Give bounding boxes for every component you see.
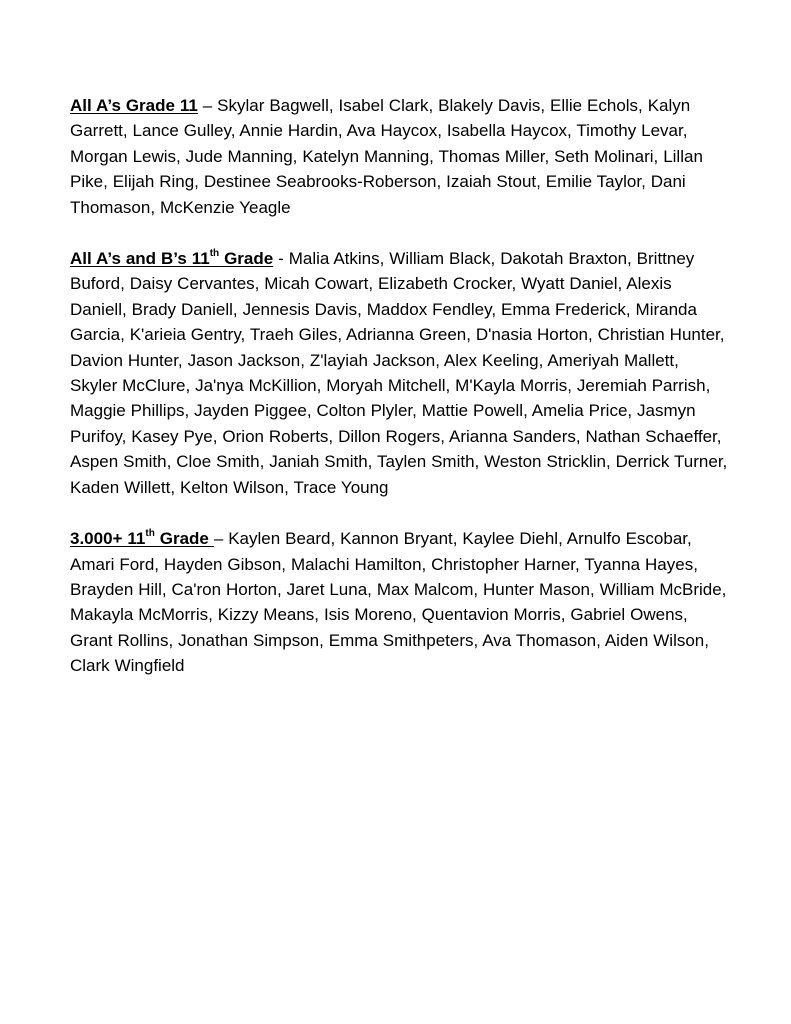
- heading-text-end: Grade: [219, 249, 274, 269]
- student-names: Malia Atkins, William Black, Dakotah Braxton, Brittney Buford, Daisy Cervantes, Micah Cowart, Elizabeth Crocker, Wyatt Daniel, Alexis Daniell, Brady Daniell, Jennesis Davis, Maddox Fendley, Emma Frederick, Miranda Garcia, K'arieia Gentry, Traeh Giles, Adrianna Green, D'nasia Horton, Christian Hunter, Davion Hunter, Jason Jackson, Z'layiah Jackson, Alex Keeling, Ameriyah Mallett, Skyler McClure, Ja'nya McKillion, Moryah Mitchell, M'Kayla Morris, Jeremiah Parrish, Maggie Phillips, Jayden Piggee, Colton Plyler, Mattie Powell, Amelia Price, Jasmyn Purifoy, Kasey Pye, Orion Roberts, Dillon Rogers, Arianna Sanders, Nathan Schaeffer, Aspen Smith, Cloe Smith, Janiah Smith, Taylen Smith, Weston Stricklin, Derrick Turner, Kaden Willett, Kelton Wilson, Trace Young: [70, 249, 728, 497]
- section-heading: [70, 249, 273, 268]
- document-page: [70, 93, 730, 705]
- heading-separator: –: [197, 96, 218, 115]
- ordinal-suffix: th: [145, 528, 155, 540]
- ordinal-suffix: th: [209, 248, 220, 260]
- honor-roll-section-gpa-3: [70, 526, 730, 678]
- honor-roll-section-as-and-bs: [70, 246, 730, 500]
- student-names: Kaylen Beard, Kannon Bryant, Kaylee Diehl, Arnulfo Escobar, Amari Ford, Hayden Gibson, Malachi Hamilton, Christopher Harner, Tyanna Hayes, Brayden Hill, Ca'ron Horton, Jaret Luna, Max Malcom, Hunter Mason, William McBride, Makayla McMorris, Kizzy Means, Isis Moreno, Quentavion Morris, Gabriel Owens, Grant Rollins, Jonathan Simpson, Emma Smithpeters, Ava Thomason, Aiden Wilson, Clark Wingfield: [70, 529, 727, 676]
- heading-text-end: Grade: [154, 529, 214, 549]
- honor-roll-section-all-as: [70, 93, 730, 220]
- section-heading: [70, 529, 214, 548]
- heading-text: All A’s Grade 11: [70, 96, 198, 115]
- heading-text: All A’s and B’s 11: [70, 249, 210, 269]
- heading-text: 3.000+ 11: [70, 529, 146, 549]
- heading-separator: -: [273, 249, 289, 269]
- section-heading: [70, 96, 198, 115]
- student-names: Skylar Bagwell, Isabel Clark, Blakely Davis, Ellie Echols, Kalyn Garrett, Lance Gulley, Annie Hardin, Ava Haycox, Isabella Haycox, Timothy Levar, Morgan Lewis, Jude Manning, Katelyn Manning, Thomas Miller, Seth Molinari, Lillan Pike, Elijah Ring, Destinee Seabrooks-Roberson, Izaiah Stout, Emilie Taylor, Dani Thomason, McKenzie Yeagle: [70, 96, 703, 217]
- heading-separator: –: [213, 529, 229, 549]
